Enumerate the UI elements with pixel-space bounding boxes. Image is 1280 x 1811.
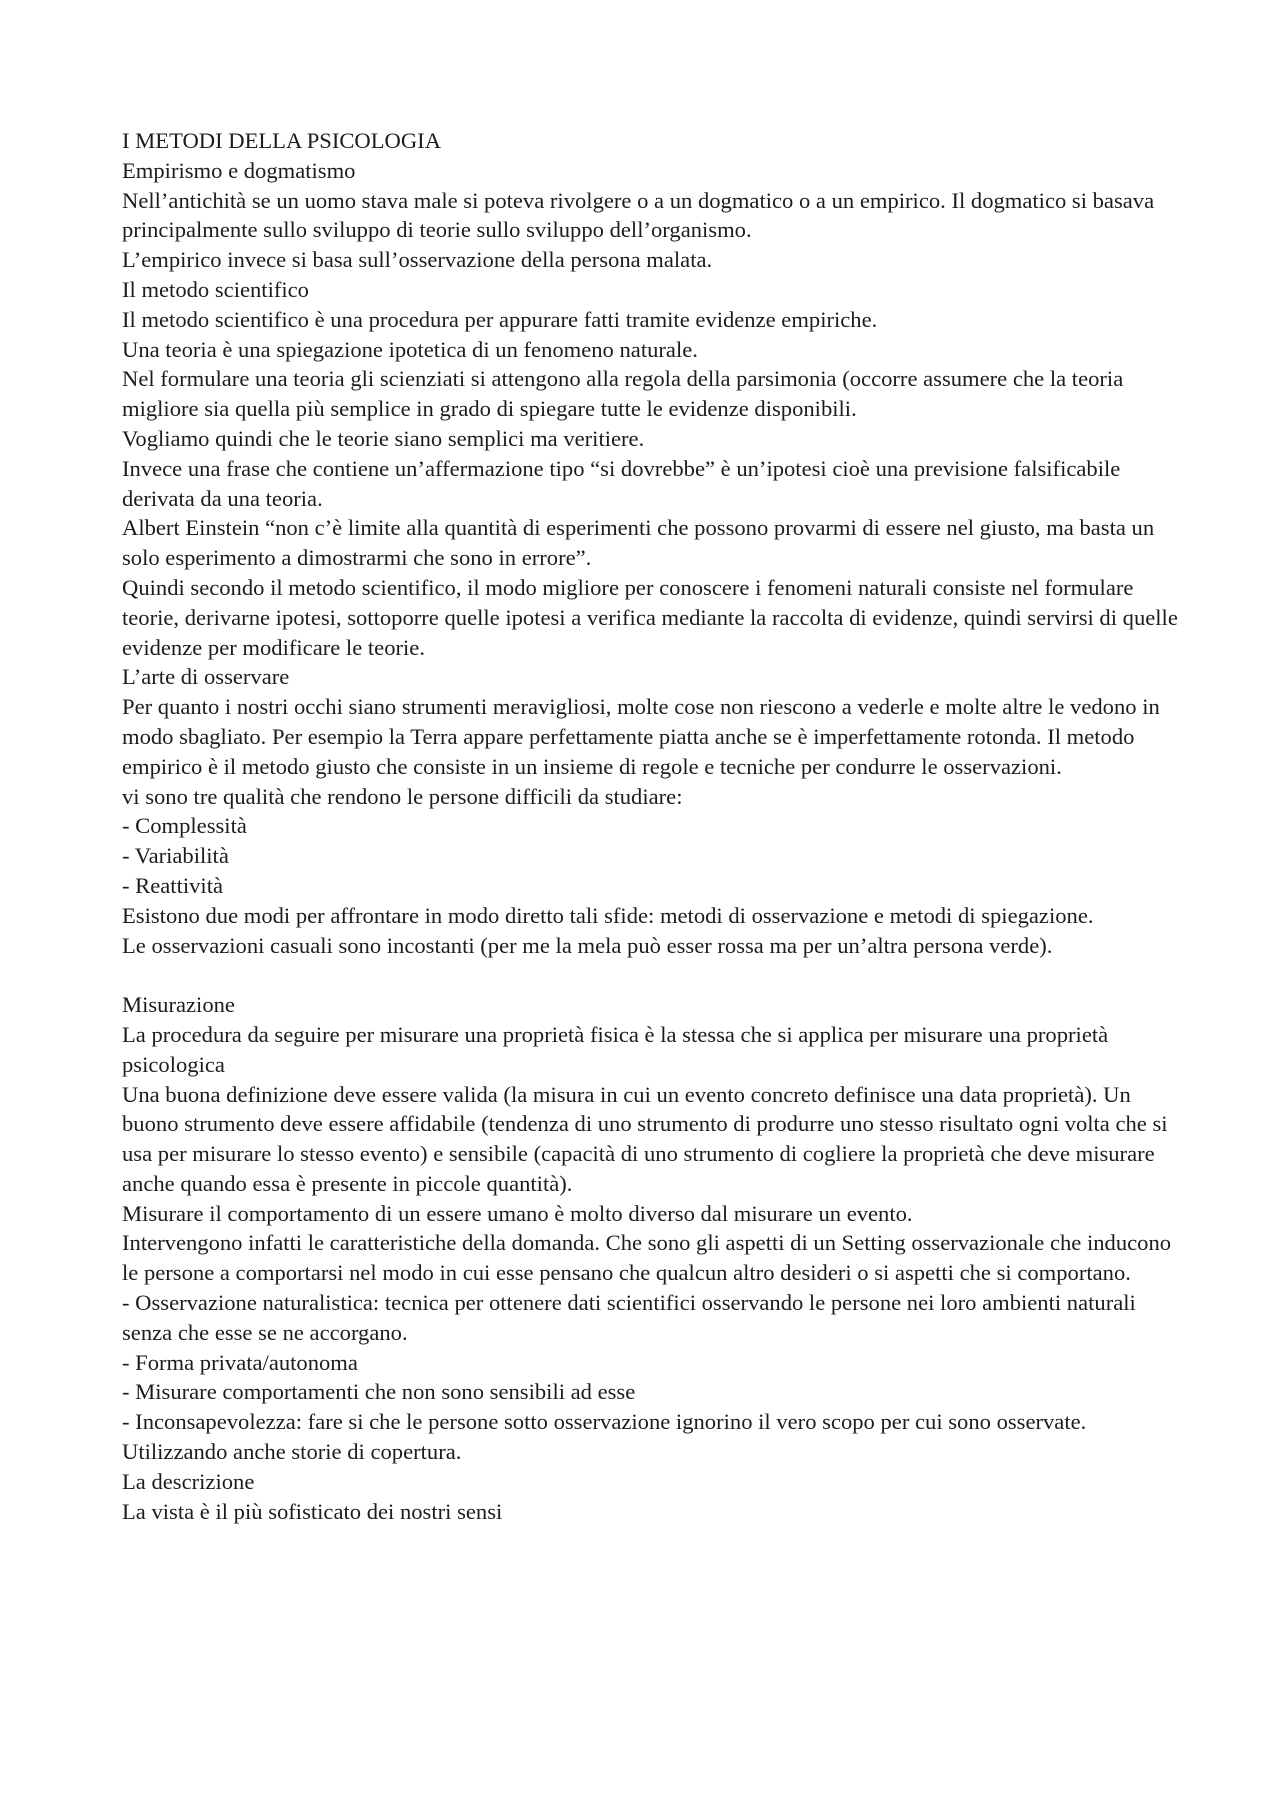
paragraph: Esistono due modi per affrontare in modo diretto tali sfide: metodi di osservazione e metodi di spiegazione. — [122, 902, 1094, 928]
paragraph: Albert Einstein “non c’è limite alla quantità di esperimenti che possono provarmi di essere nel giusto, ma basta un solo esperimento a dimostrarmi che sono in errore”. — [122, 515, 1155, 571]
section-heading-metodo-scientifico: Il metodo scientifico — [122, 276, 309, 302]
list-item: - Osservazione naturalistica: tecnica per ottenere dati scientifici osservando le persone nei loro ambienti naturali senza che esse se ne accorgano. — [122, 1290, 1136, 1345]
paragraph: Vogliamo quindi che le teorie siano semplici ma veritiere. — [122, 425, 645, 451]
document-title: I METODI DELLA PSICOLOGIA — [122, 128, 442, 153]
list-item: - Variabilità — [122, 843, 229, 869]
list-item: - Inconsapevolezza: fare si che le persone sotto osservazione ignorino il vero scopo per cui sono osservate. Utilizzando anche storie di copertura. — [122, 1409, 1087, 1465]
list-item: - Misurare comportamenti che non sono sensibili ad esse — [122, 1379, 636, 1405]
paragraph: Il metodo scientifico è una procedura per appurare fatti tramite evidenze empiriche. — [122, 306, 878, 332]
section-heading-descrizione: La descrizione — [122, 1468, 255, 1494]
paragraph: Una buona definizione deve essere valida (la misura in cui un evento concreto definisce una data proprietà). Un buono strumento deve essere affidabile (tendenza di uno strumento di produrre uno stesso risultato ogni volta che si usa per misurare lo stesso evento) e sensibile (capacità di uno strumento di cogliere la proprietà che deve misurare anche quando essa è presente in piccole quantità). — [122, 1081, 1168, 1196]
paragraph: Invece una frase che contiene un’affermazione tipo “si dovrebbe” è un’ipotesi cioè una previsione falsificabile derivata da una teoria. — [122, 455, 1121, 511]
paragraph: Le osservazioni casuali sono incostanti (per me la mela può esser rossa ma per un’altra persona verde). — [122, 932, 1053, 958]
paragraph: La procedura da seguire per misurare una proprietà fisica è la stessa che si applica per misurare una proprietà psicologica — [122, 1021, 1109, 1077]
blank-line — [122, 960, 1178, 990]
section-heading-arte-di-osservare: L’arte di osservare — [122, 664, 290, 690]
section-heading-empirismo: Empirismo e dogmatismo — [122, 157, 356, 183]
paragraph: Una teoria è una spiegazione ipotetica di un fenomeno naturale. — [122, 336, 698, 362]
paragraph: vi sono tre qualità che rendono le persone difficili da studiare: — [122, 783, 683, 809]
paragraph: Per quanto i nostri occhi siano strumenti meravigliosi, molte cose non riescono a vederle e molte altre le vedono in modo sbagliato. Per esempio la Terra appare perfettamente piatta anche se è imperfettamente rotonda. Il metodo empirico è il metodo giusto che consiste in un insieme di regole e tecniche per condurre le osservazioni. — [122, 694, 1160, 779]
paragraph: L’empirico invece si basa sull’osservazione della persona malata. — [122, 247, 713, 273]
section-heading-misurazione: Misurazione — [122, 992, 235, 1018]
paragraph: Misurare il comportamento di un essere umano è molto diverso dal misurare un evento. — [122, 1200, 913, 1226]
paragraph: Nell’antichità se un uomo stava male si poteva rivolgere o a un dogmatico o a un empirico. Il dogmatico si basava principalmente sullo sviluppo di teorie sullo sviluppo dell’organismo. — [122, 187, 1155, 243]
paragraph: Quindi secondo il metodo scientifico, il modo migliore per conoscere i fenomeni naturali consiste nel formulare teorie, derivarne ipotesi, sottoporre quelle ipotesi a verifica mediante la raccolta di evidenze, quindi servirsi di quelle evidenze per modificare le teorie. — [122, 574, 1178, 660]
document-body — [122, 126, 1178, 1526]
paragraph: La vista è il più sofisticato dei nostri sensi — [122, 1498, 503, 1524]
paragraph: Nel formulare una teoria gli scienziati si attengono alla regola della parsimonia (occorre assumere che la teoria migliore sia quella più semplice in grado di spiegare tutte le evidenze disponibili. — [122, 366, 1124, 422]
list-item: - Forma privata/autonoma — [122, 1349, 358, 1375]
list-item: - Reattività — [122, 872, 224, 898]
list-item: - Complessità — [122, 813, 247, 839]
paragraph: Intervengono infatti le caratteristiche della domanda. Che sono gli aspetti di un Setting osservazionale che inducono le persone a comportarsi nel modo in cui esse pensano che qualcun altro desideri o si aspetti che si comportano. — [122, 1230, 1172, 1286]
